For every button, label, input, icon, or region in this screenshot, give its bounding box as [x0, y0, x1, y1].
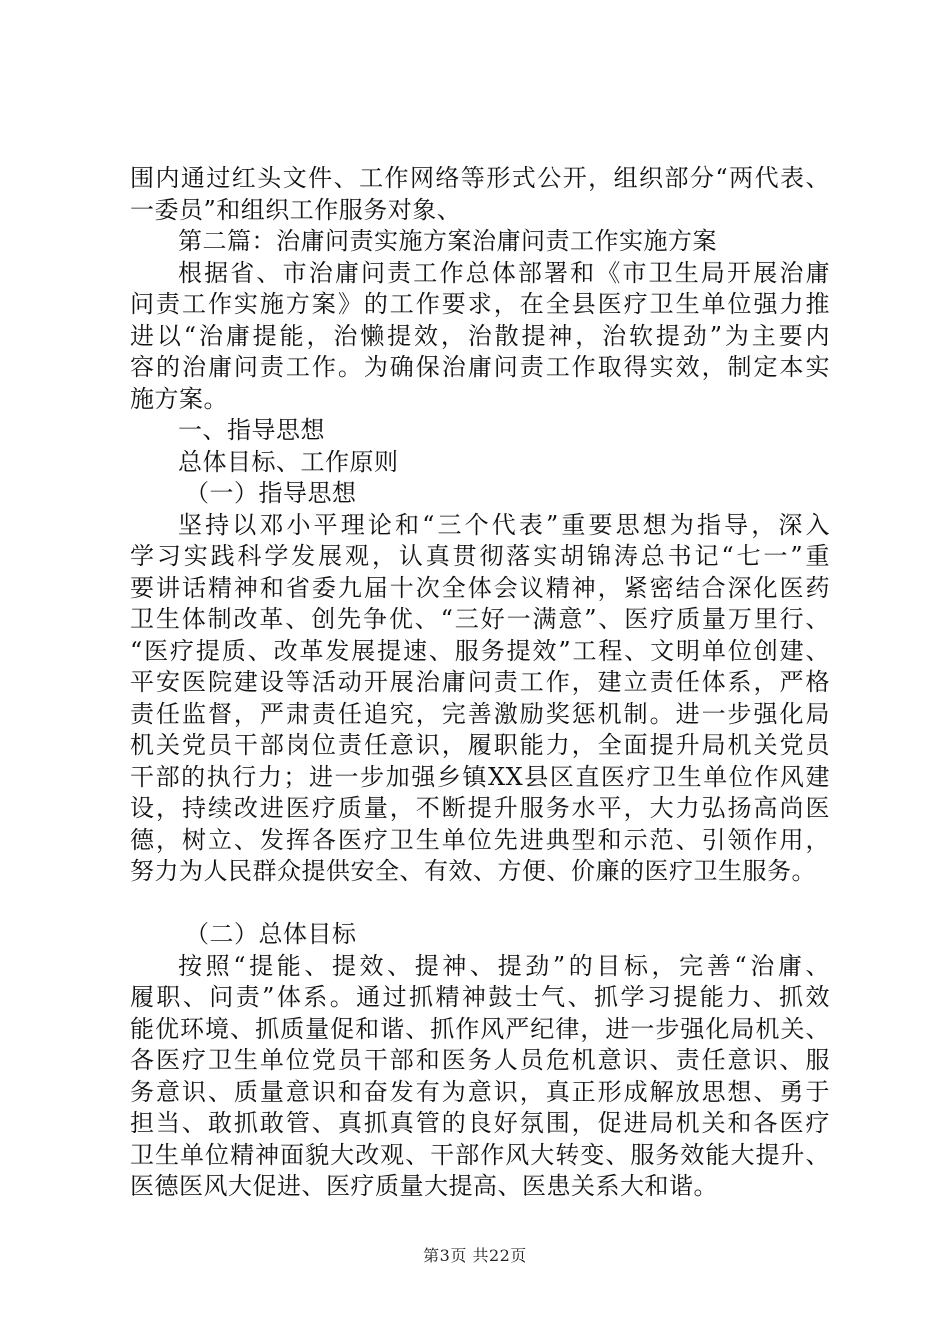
text-line: 各医疗卫生单位党员干部和医务人员危机意识、责任意识、服 [130, 1046, 830, 1074]
text-line: 施方案。 [130, 384, 228, 413]
text-line: 责任监督，严肃责任追究，完善激励奖惩机制。进一步强化局 [130, 699, 830, 728]
heading-guiding-ideology: 一、指导思想 [178, 416, 325, 444]
text-line: 要讲话精神和省委九届十次全体会议精神，紧密结合深化医药 [130, 573, 830, 602]
subheading-overall-goal: （二）总体目标 [185, 920, 357, 948]
paragraph-gap [130, 888, 830, 920]
text-line: 围内通过红头文件、工作网络等形式公开，组织部分“两代表、 [130, 164, 830, 192]
text-line: 努力为人民群众提供安全、有效、方便、价廉的医疗卫生服务。 [130, 857, 816, 885]
text-line: 一委员”和组织工作服务对象、 [130, 195, 462, 224]
text-line: 平安医院建设等活动开展治庸问责工作，建立责任体系，严格 [130, 668, 830, 696]
text-line: 能优环境、抓质量促和谐、抓作风严纪律，进一步强化局机关、 [130, 1014, 830, 1043]
subheading-guiding-ideology: （一）指导思想 [185, 479, 357, 507]
text-line: 干部的执行力；进一步加强乡镇XX县区直医疗卫生单位作风建 [130, 762, 830, 791]
text-line: 容的治庸问责工作。为确保治庸问责工作取得实效，制定本实 [130, 353, 830, 381]
text-line: 卫生体制改革、创先争优、“三好一满意”、医疗质量万里行、 [130, 605, 830, 633]
text-line: 履职、问责”体系。通过抓精神鼓士气、抓学习提能力、抓效 [130, 983, 830, 1011]
text-line: 务意识、质量意识和奋发有为意识，真正形成解放思想、勇于 [130, 1077, 830, 1106]
text-line: 进以“治庸提能，治懒提效，治散提神，治软提劲”为主要内 [130, 321, 830, 350]
section-heading: 第二篇：治庸问责实施方案治庸问责工作实施方案 [178, 227, 717, 255]
text-line: 问责工作实施方案》的工作要求，在全县医疗卫生单位强力推 [130, 290, 830, 318]
text-line: 设，持续改进医疗质量，不断提升服务水平，大力弘扬高尚医 [130, 794, 830, 822]
text-line: “医疗提质、改革发展提速、服务提效”工程、文明单位创建、 [130, 636, 830, 665]
text-line: 根据省、市治庸问责工作总体部署和《市卫生局开展治庸 [178, 258, 830, 287]
text-line: 机关党员干部岗位责任意识，履职能力，全面提升局机关党员 [130, 731, 830, 759]
text-line: 医德医风大促进、医疗质量大提高、医患关系大和谐。 [130, 1172, 718, 1200]
document-body [130, 163, 830, 1203]
heading-goals-principles: 总体目标、工作原则 [178, 447, 399, 476]
text-line: 德，树立、发挥各医疗卫生单位先进典型和示范、引领作用， [130, 825, 830, 854]
page-footer: 第3页 共22页 [423, 1246, 527, 1265]
text-line: 担当、敢抓敢管、真抓真管的良好氛围，促进局机关和各医疗 [130, 1109, 830, 1137]
text-line: 卫生单位精神面貌大改观、干部作风大转变、服务效能大提升、 [130, 1140, 830, 1169]
text-line: 学习实践科学发展观，认真贯彻落实胡锦涛总书记“七一”重 [130, 542, 830, 570]
text-line: 坚持以邓小平理论和“三个代表”重要思想为指导，深入 [178, 510, 830, 539]
text-line: 按照“提能、提效、提神、提劲”的目标，完善“治庸、 [178, 951, 830, 980]
